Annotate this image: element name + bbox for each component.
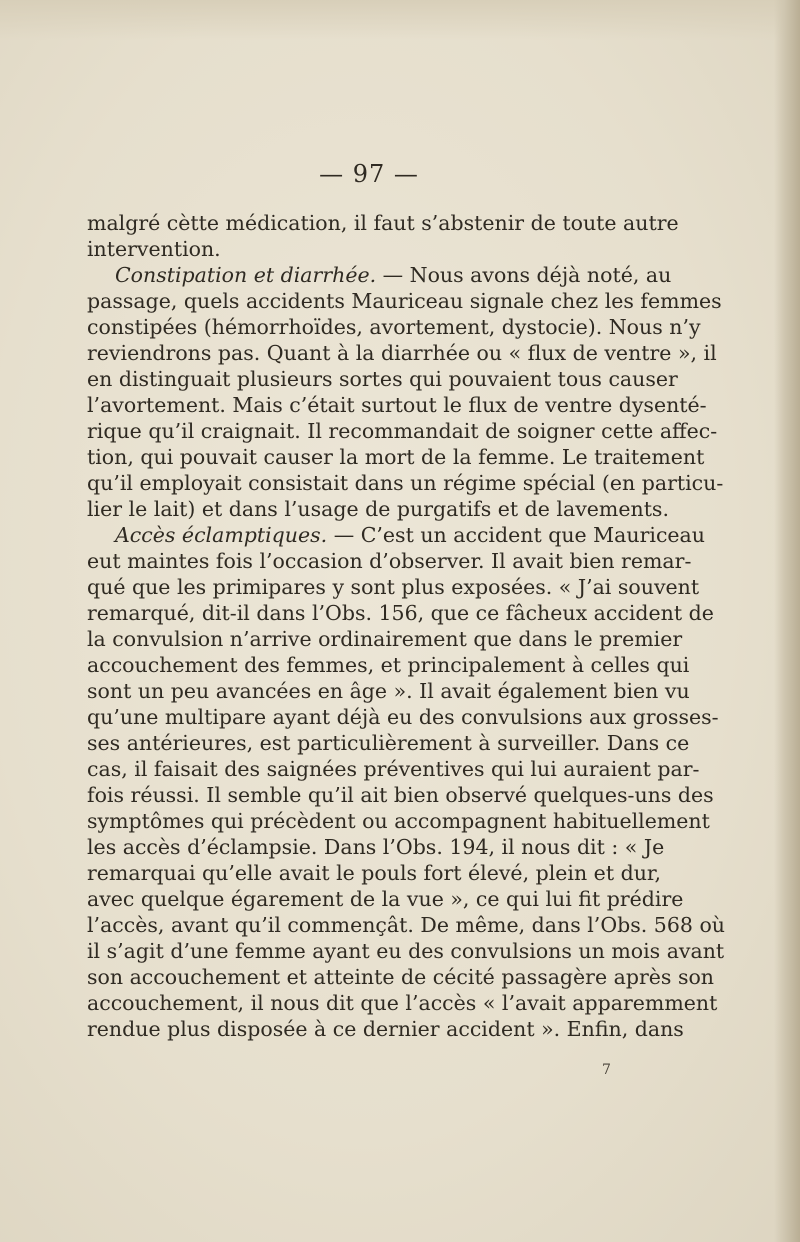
text-line — [87, 444, 705, 470]
text-line — [87, 236, 643, 262]
text-line — [87, 1016, 684, 1042]
page-number: — 97 — — [319, 160, 419, 188]
text-line — [87, 574, 700, 600]
text-line — [87, 704, 719, 730]
text-line — [87, 938, 725, 964]
text-line — [87, 340, 717, 366]
line-text: l’accès, avant qu’il commençât. De même, dans l’Obs. 568 où — [87, 913, 725, 937]
line-text: intervention. — [87, 237, 221, 261]
text-line — [87, 964, 715, 990]
line-text: fois réussi. Il semble qu’il ait bien observé quelques-uns des — [87, 783, 714, 807]
line-text: passage, quels accidents Mauriceau signale chez les femmes — [87, 289, 722, 313]
section-heading: Constipation et diarrhée. — [115, 263, 377, 287]
line-text: son accouchement et atteinte de cécité passagère après son — [87, 965, 715, 989]
line-text: constipées (hémorrhoïdes, avortement, dystocie). Nous n’y — [87, 315, 701, 339]
text-line — [87, 730, 690, 756]
text-line — [87, 990, 718, 1016]
text-line — [87, 522, 705, 548]
page-top-shadow — [0, 0, 800, 40]
signature-mark: 7 — [602, 1062, 611, 1078]
text-line — [87, 652, 690, 678]
line-text: il s’agit d’une femme ayant eu des convulsions un mois avant — [87, 939, 725, 963]
line-text: l’avortement. Mais c’était surtout le flux de ventre dysenté- — [87, 393, 707, 417]
line-text: symptômes qui précèdent ou accompagnent habituellement — [87, 809, 710, 833]
text-line — [87, 782, 714, 808]
line-text: sont un peu avancées en âge ». Il avait également bien vu — [87, 679, 690, 703]
line-text: lier le lait) et dans l’usage de purgatifs et de lavements. — [87, 497, 669, 521]
text-line — [87, 392, 707, 418]
line-text: reviendrons pas. Quant à la diarrhée ou « flux de ventre », il — [87, 341, 717, 365]
text-line — [87, 548, 692, 574]
line-text: ses antérieures, est particulièrement à surveiller. Dans ce — [87, 731, 690, 755]
line-text: — Nous avons déjà noté, au — [376, 263, 672, 287]
line-text: rique qu’il craignait. Il recommandait de soigner cette affec- — [87, 419, 718, 443]
line-text: qu’une multipare ayant déjà eu des convulsions aux grosses- — [87, 705, 719, 729]
section-heading: Accès éclamptiques. — [115, 523, 328, 547]
text-line — [87, 418, 718, 444]
line-text: qué que les primipares y sont plus exposées. « J’ai souvent — [87, 575, 700, 599]
text-line — [87, 600, 714, 626]
line-text: la convulsion n’arrive ordinairement que dans le premier — [87, 627, 683, 651]
line-text: accouchement, il nous dit que l’accès « l’avait apparemment — [87, 991, 718, 1015]
body-text — [87, 210, 725, 1042]
text-line — [87, 210, 679, 236]
text-line — [87, 314, 701, 340]
line-text: avec quelque égarement de la vue », ce qui lui fit prédire — [87, 887, 684, 911]
page-binding-edge — [774, 0, 800, 1242]
text-line — [87, 808, 710, 834]
line-text: remarqué, dit-il dans l’Obs. 156, que ce fâcheux accident de — [87, 601, 714, 625]
text-line — [87, 834, 665, 860]
line-text: eut maintes fois l’occasion d’observer. Il avait bien remar- — [87, 549, 692, 573]
line-text: accouchement des femmes, et principalement à celles qui — [87, 653, 690, 677]
text-line — [87, 860, 661, 886]
text-line — [87, 912, 725, 938]
line-text: rendue plus disposée à ce dernier accident ». Enfin, dans — [87, 1017, 684, 1041]
text-line — [87, 626, 683, 652]
line-text: cas, il faisait des saignées préventives qui lui auraient par- — [87, 757, 700, 781]
line-text: malgré cètte médication, il faut s’abstenir de toute autre — [87, 211, 679, 235]
text-line — [87, 496, 669, 522]
text-line — [87, 886, 684, 912]
line-text: qu’il employait consistait dans un régime spécial (en particu- — [87, 471, 724, 495]
text-line — [87, 366, 678, 392]
line-text: en distinguait plusieurs sortes qui pouvaient tous causer — [87, 367, 678, 391]
text-line — [87, 678, 690, 704]
text-line — [87, 262, 672, 288]
line-text: — C’est un accident que Mauriceau — [327, 523, 705, 547]
text-line — [87, 288, 722, 314]
line-text: remarquai qu’elle avait le pouls fort élevé, plein et dur, — [87, 861, 661, 885]
line-text: les accès d’éclampsie. Dans l’Obs. 194, il nous dit : « Je — [87, 835, 665, 859]
line-text: tion, qui pouvait causer la mort de la femme. Le traitement — [87, 445, 705, 469]
text-line — [87, 470, 724, 496]
text-line — [87, 756, 700, 782]
